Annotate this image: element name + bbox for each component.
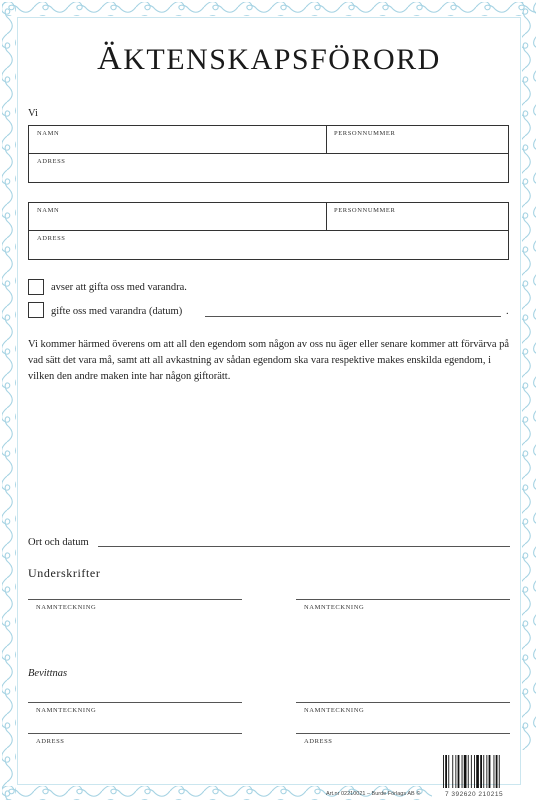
signature-line-right[interactable] xyxy=(296,599,510,600)
place-date-label: Ort och datum xyxy=(28,537,89,548)
place-date-line[interactable] xyxy=(98,546,510,547)
barcode-bar xyxy=(494,755,495,788)
witness-heading: Bevittnas xyxy=(28,668,68,679)
signature-label-left: NAMNTECKNING xyxy=(36,604,97,611)
barcode xyxy=(441,755,511,793)
barcode-bar xyxy=(452,755,453,788)
barcode-number: 7 392620 210215 xyxy=(445,791,504,798)
barcode-bar xyxy=(489,755,491,788)
party2-name-label: NAMN xyxy=(37,207,60,214)
barcode-bar xyxy=(464,755,467,788)
signatures-heading xyxy=(28,566,100,581)
witness-address-line-left[interactable] xyxy=(28,733,242,734)
party1-address-label: ADRESS xyxy=(37,158,66,165)
barcode-bar xyxy=(471,755,472,788)
witness-sign-label-left: NAMNTECKNING xyxy=(36,707,97,714)
option1-checkbox[interactable] xyxy=(28,279,44,295)
barcode-bar xyxy=(468,755,469,788)
barcode-bar xyxy=(445,755,447,788)
witness-sign-line-left[interactable] xyxy=(28,702,242,703)
barcode-bar xyxy=(480,755,482,788)
marriage-date-line[interactable] xyxy=(205,316,501,317)
party1-pnr-label: PERSONNUMMER xyxy=(334,130,396,137)
witness-address-label-right: ADRESS xyxy=(304,738,333,745)
option2-period: . xyxy=(506,306,509,317)
barcode-bar xyxy=(458,755,460,788)
barcode-bar xyxy=(448,755,449,788)
footer-article-number: Art.nr 02210021 – Burde Förlags AB © xyxy=(326,791,421,797)
signature-label-right: NAMNTECKNING xyxy=(304,604,365,611)
party2-address-label: ADRESS xyxy=(37,235,66,242)
option2-checkbox[interactable] xyxy=(28,302,44,318)
signature-line-left[interactable] xyxy=(28,599,242,600)
party1-name-label: NAMN xyxy=(37,130,60,137)
witness-address-line-right[interactable] xyxy=(296,733,510,734)
party2-box xyxy=(28,202,509,260)
option1-label: avser att gifta oss med varandra. xyxy=(51,282,187,293)
party2-pnr-label: PERSONNUMMER xyxy=(334,207,396,214)
intro-text: Vi xyxy=(28,108,38,119)
witness-sign-line-right[interactable] xyxy=(296,702,510,703)
witness-sign-label-right: NAMNTECKNING xyxy=(304,707,365,714)
signatures-heading-text: Underskrifter xyxy=(28,566,101,580)
barcode-bar xyxy=(462,755,463,788)
barcode-bar xyxy=(455,755,456,788)
document-title: ÄKTENSKAPSFÖRORD xyxy=(97,40,441,77)
barcode-bar xyxy=(486,755,487,788)
witness-address-label-left: ADRESS xyxy=(36,738,65,745)
barcode-bar xyxy=(476,755,479,788)
agreement-text: Vi kommer härmed överens om att all den egendom som någon av oss nu äger eller senare kommer att förvärva på vad sätt det vara må, samt att all avkastning av sådan egendom ska vara respektive makes enskilda egendom, i vilken den andre maken inte har någon giftorätt. xyxy=(28,339,510,382)
barcode-bar xyxy=(474,755,475,788)
barcode-bar xyxy=(483,755,484,788)
party1-box xyxy=(28,125,509,183)
barcode-bar xyxy=(496,755,498,788)
option2-label: gifte oss med varandra (datum) xyxy=(51,306,183,317)
barcode-bar xyxy=(443,755,444,788)
barcode-bar xyxy=(499,755,500,788)
